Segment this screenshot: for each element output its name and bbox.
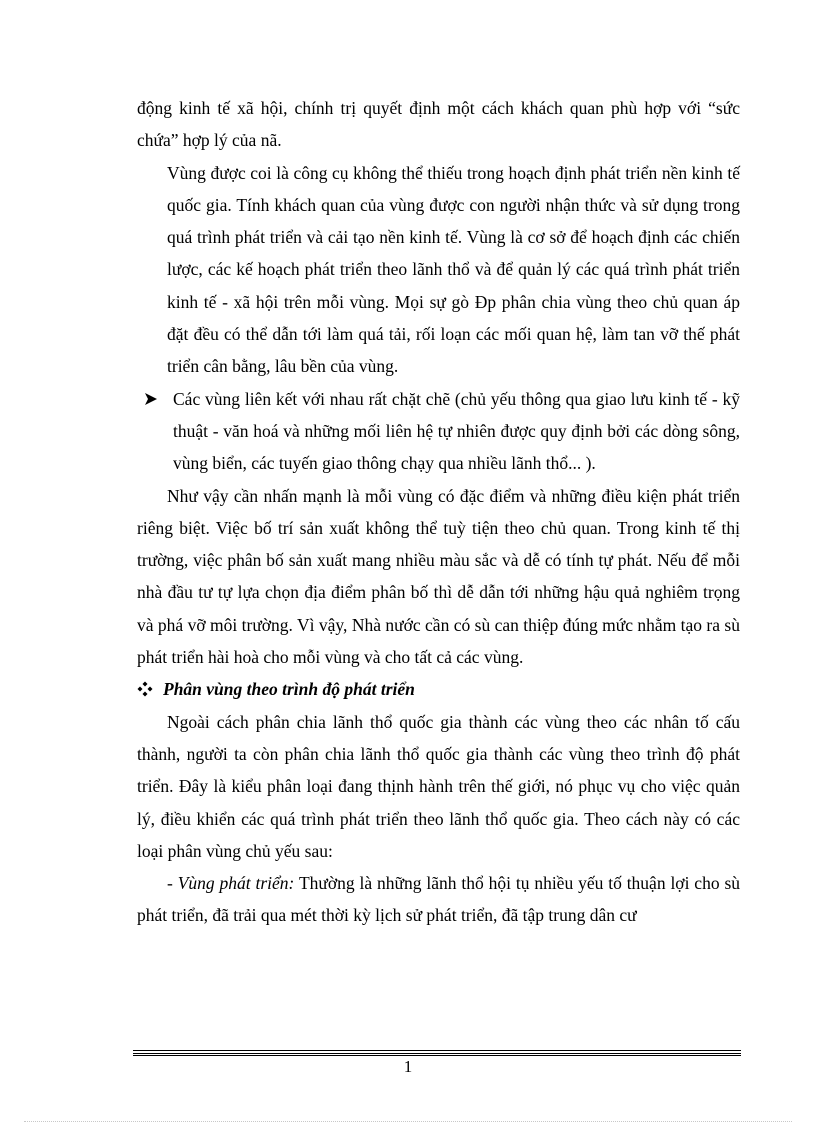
page-number: 1: [403, 1057, 413, 1076]
bullet-item-region-links: [137, 383, 740, 480]
document-body: [137, 92, 740, 932]
section-heading-text: Phân vùng theo trình độ phát triển: [163, 679, 415, 700]
four-diamond-bullet-icon: [137, 681, 163, 697]
arrowhead-bullet-icon: [137, 383, 173, 406]
paragraph-development-level: Ngoài cách phân chia lãnh thổ quốc gia thành các vùng theo các nhân tố cấu thành, người ta còn phân chia lãnh thổ quốc gia thành các vùng theo trình độ phát triển. Đây là kiểu phân loại đang thịnh hành trên thế giới, nó phục vụ cho việc quản lý, điều khiển các quá trình phát triển theo lãnh thổ quốc gia. Theo cách này có các loại phân vùng chủ yếu sau:: [137, 711, 740, 861]
paragraph-developed-region: [137, 867, 740, 932]
section-heading: [137, 673, 740, 705]
list-dash: -: [167, 873, 178, 894]
paragraph-developed-region-body: Thường là những lãnh thổ hội tụ nhiều yếu tố thuận lợi cho sù phát triển, đã trải qua mét thời kỳ lịch sử phát triển, đã tập trung dân cư: [137, 873, 741, 926]
paragraph-continuation: động kinh tế xã hội, chính trị quyết định một cách khách quan phù hợp với “sức chứa” hợp lý của nã.: [137, 98, 740, 151]
paragraph-region-emphasis: Như vậy cần nhấn mạnh là mỗi vùng có đặc điểm và những điều kiện phát triển riêng biệt. Việc bố trí sản xuất không thể tuỳ tiện theo chủ quan. Trong kinh tế thị trường, việc phân bố sản xuất mang nhiều màu sắc và dễ có tính tự phát. Nếu để mỗi nhà đầu tư tự lựa chọn địa điểm phân bố thì dễ dẫn tới những hậu quả nghiêm trọng và phá vỡ môi trường. Vì vậy, Nhà nước cần có sù can thiệp đúng mức nhằm tạo ra sù phát triển hài hoà cho mỗi vùng và cho tất cả các vùng.: [137, 485, 740, 668]
bullet-text: Các vùng liên kết với nhau rất chặt chẽ (chủ yếu thông qua giao lưu kinh tế - kỹ thuật - văn hoá và những mối liên hệ tự nhiên được quy định bởi các dòng sông, vùng biển, các tuyến giao thông chạy qua nhiều lãnh thổ... ).: [173, 388, 740, 474]
term-developed-region: Vùng phát triển:: [177, 873, 295, 894]
paragraph-region-tool: Vùng được coi là công cụ không thể thiếu trong hoạch định phát triển nền kinh tế quốc gia. Tính khách quan của vùng được con người nhận thức và sử dụng trong quá trình phát triển và cải tạo nền kinh tế. Vùng là cơ sở để hoạch định các chiến lược, các kế hoạch phát triển theo lãnh thổ và để quản lý các quá trình phát triển kinh tế - xã hội trên mỗi vùng. Mọi sự gò Đp phân chia vùng theo chủ quan áp đặt đều có thể dẫn tới làm quá tải, rối loạn các mối quan hệ, làm tan vỡ thế phát triển cân bằng, lâu bền của vùng.: [167, 162, 740, 377]
page-bottom-edge: [24, 1121, 792, 1122]
